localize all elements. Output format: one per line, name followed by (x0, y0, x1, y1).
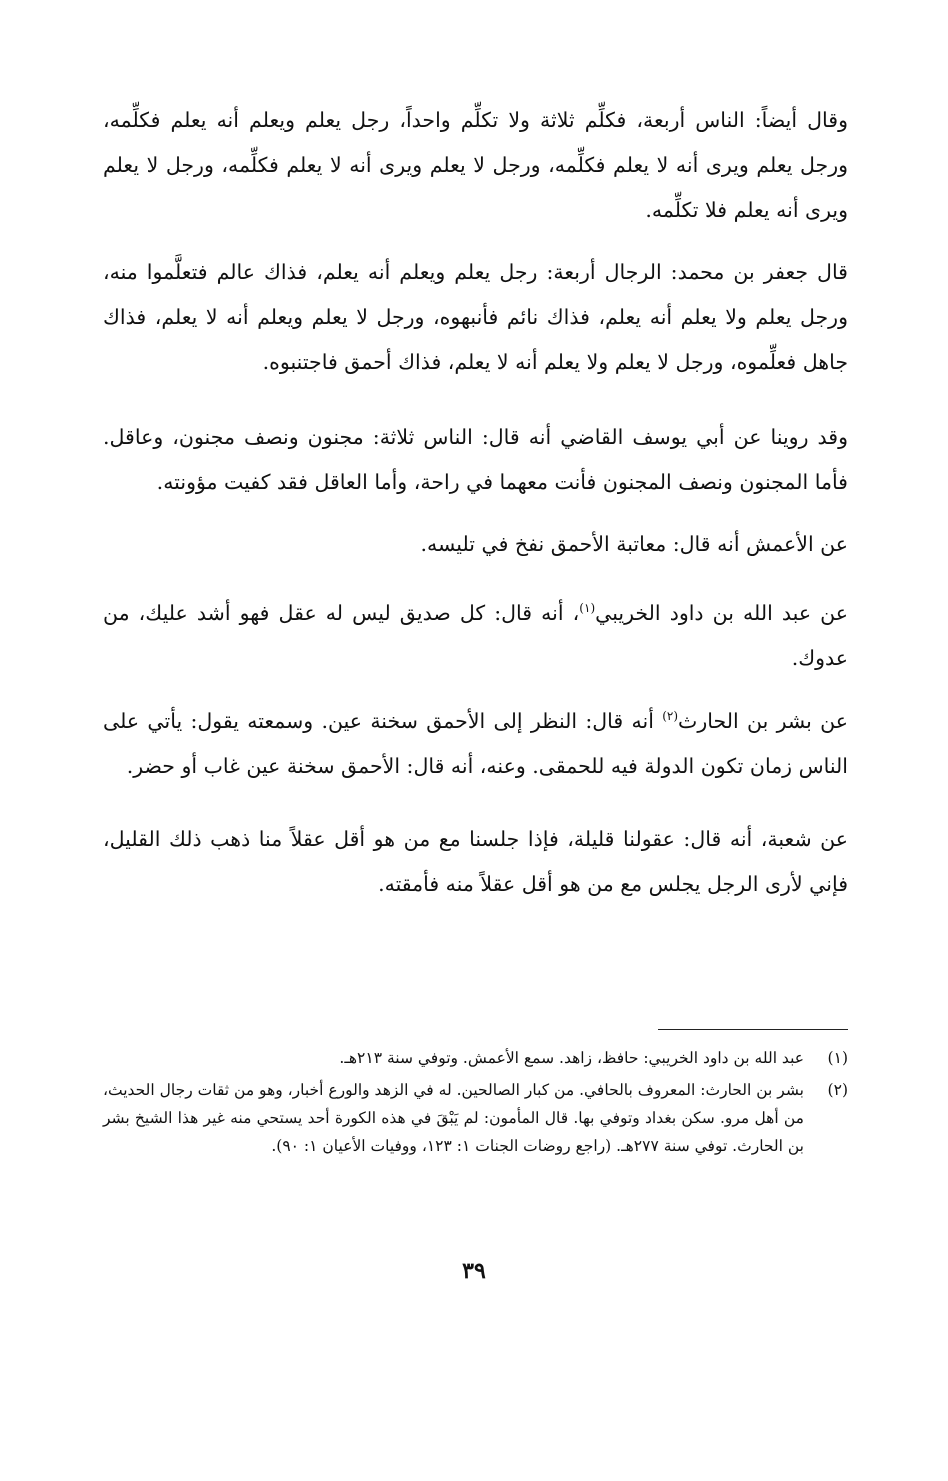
footnote-number: (٢) (827, 1081, 848, 1099)
main-text (103, 98, 848, 907)
footnote-text: بشر بن الحارث: المعروف بالحافي. من كبار الصالحين. له في الزهد والورع أخبار، وهو من ثقات رجال الحديث، من أهل مرو. سكن بغداد وتوفي بها. قال المأمون: لم يَبْقَ في هذه الكورة أحد يستحي منه غير هذا الشيخ بشر بن الحارث. توفي سنة ٢٧٧هـ. (راجع روضات الجنات ١: ١٢٣، ووفيات الأعيان ١: ٩٠). (103, 1081, 804, 1155)
paragraph (103, 699, 848, 789)
paragraph: وقال أيضاً: الناس أربعة، فكلِّم ثلاثة ولا تكلِّم واحداً، رجل يعلم ويعلم أنه يعلم فكلِّمه، ورجل يعلم ويرى أنه لا يعلم فكلِّمه، ورجل لا يعلم ويرى أنه لا يعلم فكلِّمه، ورجل لا يعلم ويرى أنه يعلم فلا تكلِّمه. (103, 108, 848, 222)
paragraph-text: ، أنه قال: كل صديق ليس له عقل فهو أشد عليك، من عدوك. (103, 601, 848, 670)
footnote-reference[interactable]: (١) (579, 601, 596, 616)
page-number: ٣٩ (462, 1258, 486, 1284)
footnote-number: (١) (827, 1049, 848, 1067)
paragraph: عن الأعمش أنه قال: معاتبة الأحمق نفخ في تليسه. (420, 532, 848, 556)
paragraph: عن شعبة، أنه قال: عقولنا قليلة، فإذا جلسنا مع من هو أقل عقلاً منا ذهب ذلك القليل، فإني لأرى الرجل يجلس مع من هو أقل عقلاً منه فأمقته. (103, 827, 848, 896)
footnote-divider (658, 1029, 848, 1030)
footnote-item (103, 1044, 848, 1072)
footnote-item (103, 1076, 848, 1160)
paragraph-text: عن بشر بن الحارث (678, 709, 849, 733)
paragraph-text: أنه قال: النظر إلى الأحمق سخنة عين. وسمعته يقول: يأتي على الناس زمان تكون الدولة فيه للحمقى. وعنه، أنه قال: الأحمق سخنة عين غاب أو حضر. (103, 709, 848, 778)
paragraph (103, 591, 848, 681)
footnote-text: عبد الله بن داود الخريبي: حافظ، زاهد. سمع الأعمش. وتوفي سنة ٢١٣هـ. (339, 1049, 804, 1067)
footnote-reference[interactable]: (٢) (662, 709, 679, 724)
paragraph-text: عن عبد الله بن داود الخريبي (595, 601, 848, 625)
paragraph: وقد روينا عن أبي يوسف القاضي أنه قال: الناس ثلاثة: مجنون ونصف مجنون، وعاقل. فأما المجنون ونصف المجنون فأنت معهما في راحة، وأما العاقل فقد كفيت مؤونته. (103, 425, 848, 494)
paragraph: قال جعفر بن محمد: الرجال أربعة: رجل يعلم ويعلم أنه يعلم، فذاك عالم فتعلَّموا منه، ورجل يعلم ولا يعلم أنه يعلم، فذاك نائم فأنبهوه، ورجل لا يعلم ويعلم أنه لا يعلم، فذاك جاهل فعلِّموه، ورجل لا يعلم ولا يعلم أنه لا يعلم، فذاك أحمق فاجتنبوه. (103, 260, 848, 374)
footnotes (103, 1044, 848, 1164)
